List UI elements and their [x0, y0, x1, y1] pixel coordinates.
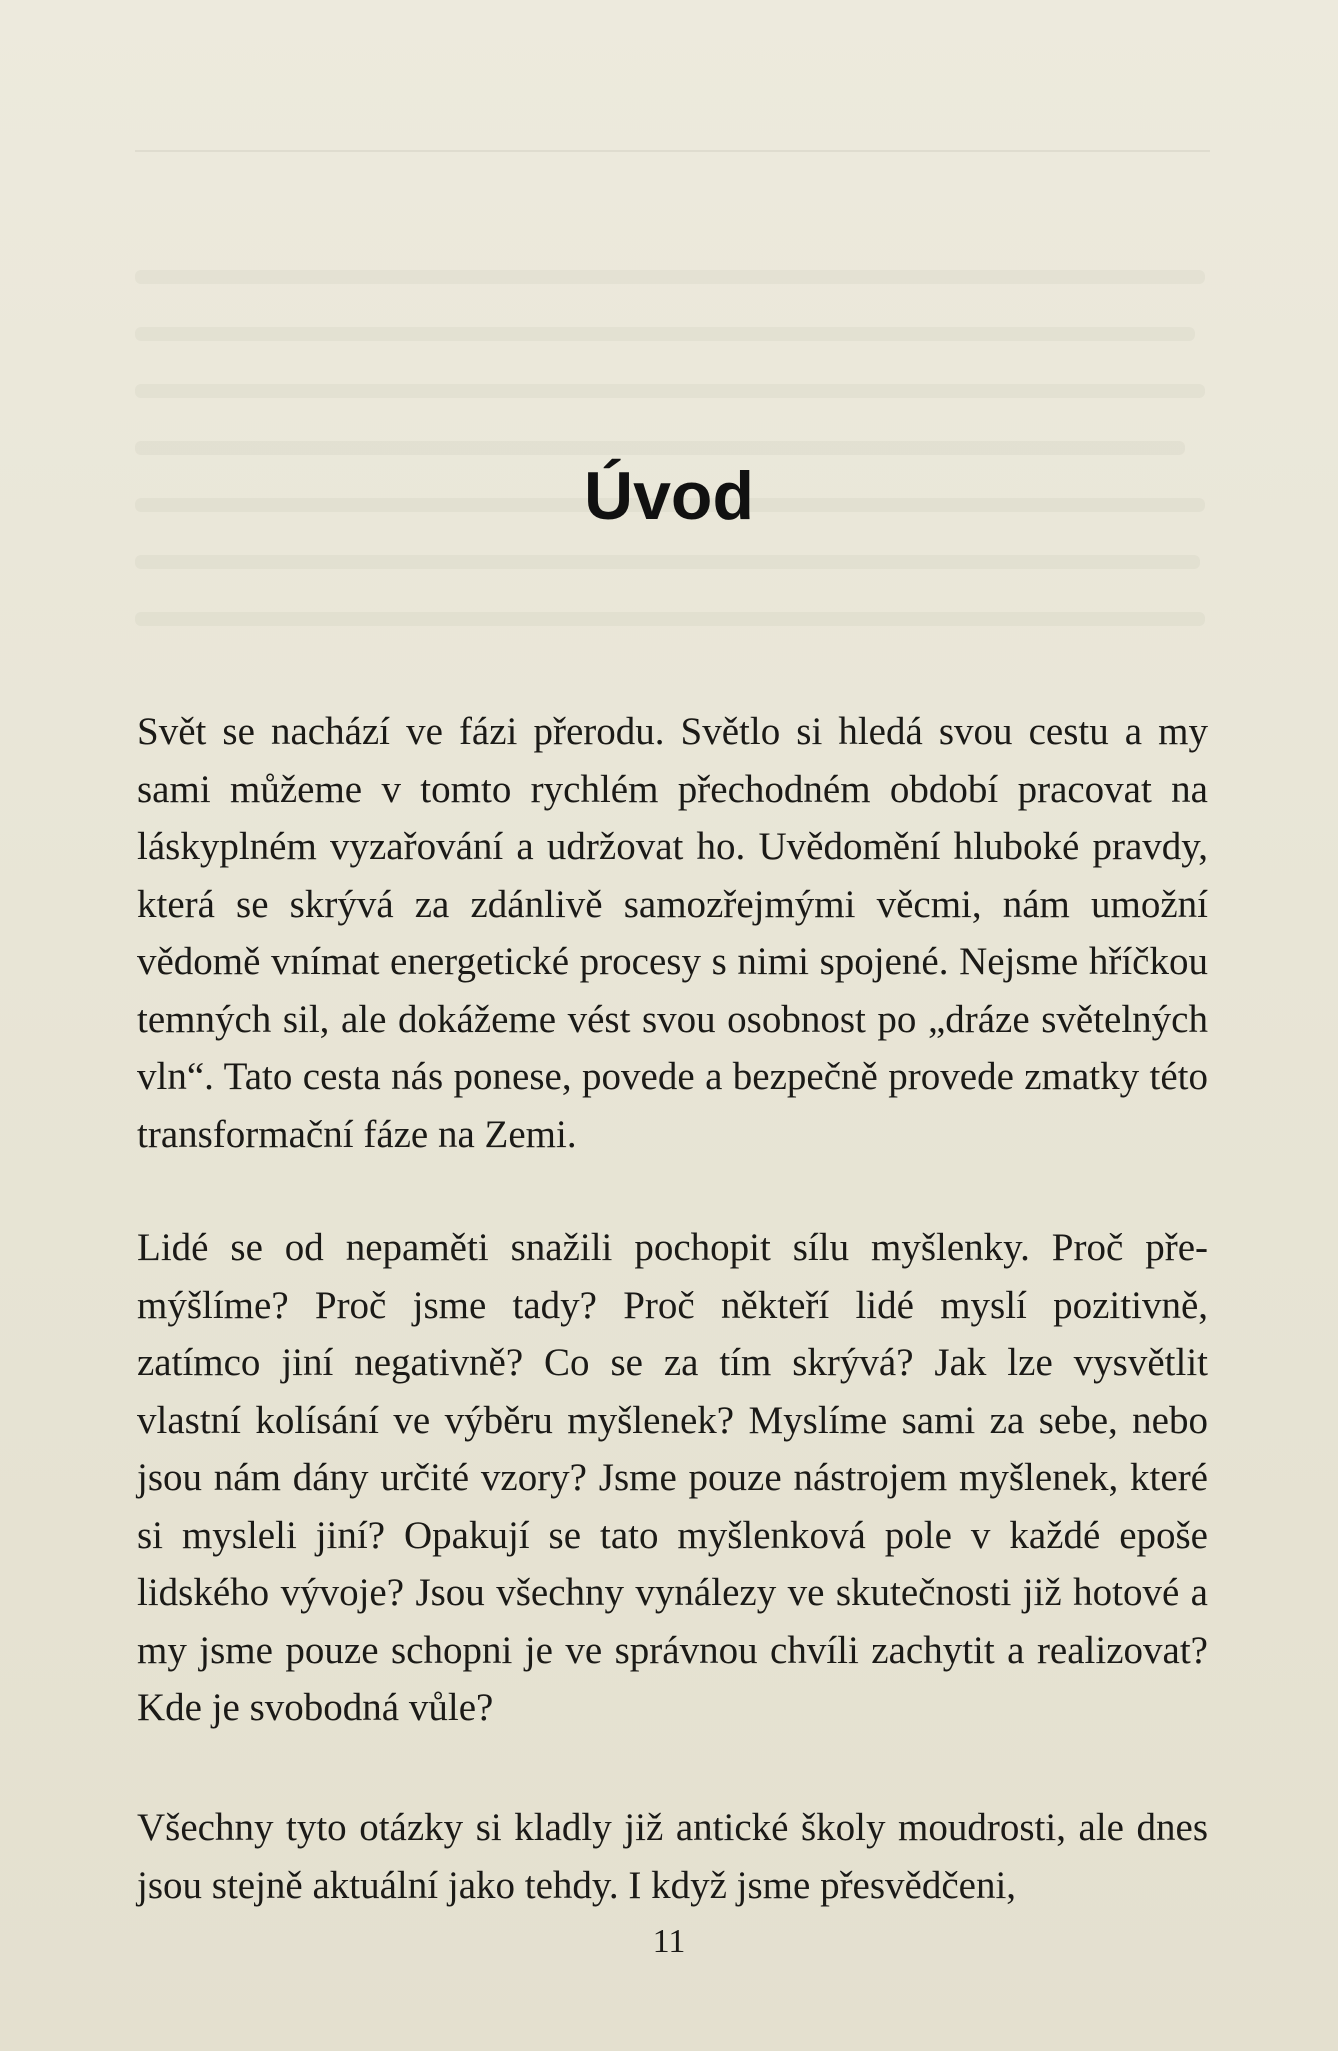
paragraph: Všechny tyto otázky si kladly již antické školy moudrosti, ale dnes jsou stejně aktuální jako tehdy. I když jsme přesvědčeni, — [137, 1806, 1208, 1907]
show-through-line — [135, 384, 1205, 398]
show-through-line — [135, 327, 1195, 341]
show-through-line — [135, 441, 1185, 455]
paragraph: Lidé se od nepaměti snažili pochopit sílu myšlenky. Proč přemýšlíme? Proč jsme tady? Proč někteří lidé myslí pozitivně, zatímco jiní negativně? Co se za tím skrývá? Jak lze vysvětlit vlastní kolísání ve výběru myšlenek? Myslíme sami za sebe, nebo jsou nám dány určité vzory? Jsme pouze nástrojem myšlenek, které si mysleli jiní? Opakují se tato myšlenková pole v každé epoše lidského vývoje? Jsou všechny vynálezy ve skutečnosti již hotové a my jsme pouze schopni je ve správnou chvíli zachytit a realizovat? Kde je svobodná vůle? — [137, 1226, 1208, 1729]
page-title: Úvod — [584, 457, 754, 534]
show-through-line — [135, 612, 1205, 626]
paragraph: Svět se nachází ve fázi přerodu. Světlo si hledá svou cestu a my sami můžeme v tomto rychlém přechodném období pracovat na láskyplném vyzařování a udržovat ho. Uvědomění hluboké pravdy, která se skrývá za zdánlivě samozřejmými věcmi, nám umožní vědomě vnímat energetické procesy s nimi spojené. Nejsme hříčkou temných sil, ale dokážeme vést svou osobnost po „dráze světelných vln“. Tato cesta nás ponese, povede a bezpečně provede zmatky této transformační fáze na Zemi. — [137, 710, 1208, 1156]
show-through-line — [135, 555, 1200, 569]
show-through-header — [135, 100, 1210, 152]
show-through-line — [135, 270, 1205, 284]
page-number: 11 — [652, 1923, 686, 1960]
